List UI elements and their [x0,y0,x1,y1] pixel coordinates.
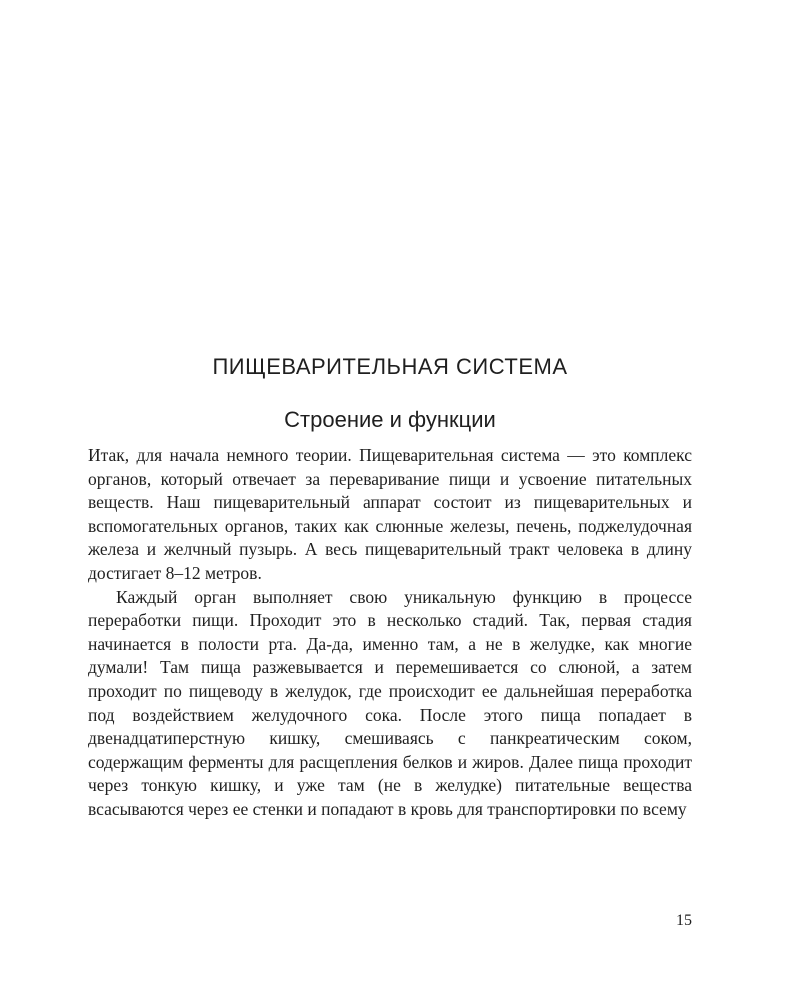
paragraph-intro: Итак, для начала немного теории. Пищеварительная система — это комплекс органов, который отвечает за переваривание пищи и усвоение питательных веществ. Наш пищеварительный аппарат состоит из пищеварительных и вспомогательных органов, таких как слюнные железы, печень, поджелудочная железа и желчный пузырь. А весь пищеварительный тракт человека в длину достигает 8–12 метров. [88,445,692,583]
paragraph-digestion-stages: Каждый орган выполняет свою уникальную функцию в процессе переработки пищи. Проходит это в несколько стадий. Так, первая стадия начинается в полости рта. Да-да, именно там, а не в желудке, как многие думали! Там пища разжевывается и перемешивается со слюной, а затем проходит по пищеводу в желудок, где происходит ее дальнейшая переработка под воздействием желудочного сока. После этого пища попадает в двенадцатиперстную кишку, смешиваясь с панкреатическим соком, содержащим ферменты для расщепления белков и жиров. Далее пища проходит через тонкую кишку, и уже там (не в желудке) питательные вещества всасываются через ее стенки и попадают в кровь для транспортировки по всему [88,586,692,819]
page-number: 15 [676,912,692,929]
body-text [88,444,692,822]
chapter-title: ПИЩЕВАРИТЕЛЬНАЯ СИСТЕМА [212,354,568,379]
section-title: Строение и функции [284,407,496,432]
